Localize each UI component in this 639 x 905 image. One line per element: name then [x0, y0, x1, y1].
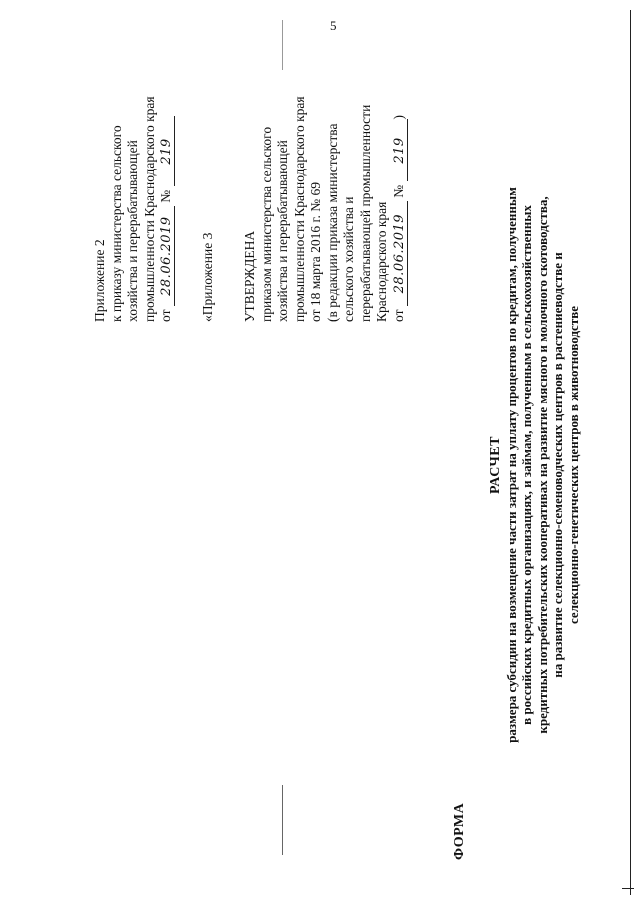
appendix-line-2: к приказу министерства сельского: [108, 125, 124, 322]
approved-line-8: перерабатывающей промышленности: [357, 104, 373, 322]
calculation-title-line-3: кредитных потребительских кооперативах на развитие мясного и молочного скотоводства,: [534, 196, 550, 734]
scan-rule-left: [282, 785, 283, 855]
right-border-line: [630, 10, 631, 895]
approved-date-prefix: от: [390, 309, 406, 322]
appendix-date-prefix: от: [158, 309, 173, 322]
appendix3-label: «Приложение 3: [200, 232, 215, 322]
approved-line-9: Краснодарского края: [374, 201, 389, 322]
calculation-heading: РАСЧЕТ: [488, 436, 503, 494]
approved-date-line: [391, 96, 408, 322]
appendix-line-1: Приложение 2: [92, 239, 107, 322]
approved-line-6: (в редакции приказа министерства: [324, 123, 340, 322]
appendix-number-prefix: №: [158, 189, 173, 203]
appendix-line-4: промышленности Краснодарского края: [141, 96, 157, 322]
approved-close-paren: ): [390, 115, 406, 120]
appendix-number-value: 219: [160, 117, 175, 187]
appendix-date-line: [158, 96, 175, 322]
approved-line-7: сельского хозяйства и: [341, 196, 356, 322]
appendix-block: [92, 96, 175, 322]
calculation-title-line-5: селекционно-генетических центров в животноводстве: [565, 306, 581, 624]
appendix-date-value: 28.06.2019: [160, 206, 175, 306]
approved-line-5: от 18 марта 2016 г. № 69: [308, 181, 323, 322]
page-number: 5: [330, 18, 337, 33]
approved-number-prefix: №: [390, 184, 406, 198]
form-label: ФОРМА: [452, 802, 467, 860]
calculation-title-line-4: на развитие селекционно-семеноводческих центров в растениеводстве и: [550, 252, 565, 678]
calculation-title-block: [488, 45, 581, 885]
approved-date-value: 28.06.2019: [393, 201, 408, 306]
approved-line-2: приказом министерства сельского: [258, 126, 274, 322]
calculation-title-line-2: в российских кредитных организациях, и займам, полученным в сельскохозяйственных: [519, 205, 534, 725]
appendix-line-3: хозяйства и перерабатывающей: [125, 140, 140, 322]
appendix3-block: [200, 233, 217, 322]
approved-block: [242, 96, 408, 322]
approved-line-3: хозяйства и перерабатывающей: [275, 140, 290, 322]
approved-line-1: УТВЕРЖДЕНА: [242, 230, 257, 322]
approved-number-value: 219: [393, 120, 408, 182]
approved-line-4: промышленности Краснодарского края: [291, 96, 307, 322]
bottom-corner-line: [622, 888, 634, 889]
calculation-title-line-1: размера субсидии на возмещение части затрат на уплату процентов по кредитам, полученным: [503, 187, 519, 743]
scan-rule-mid: [282, 20, 283, 70]
